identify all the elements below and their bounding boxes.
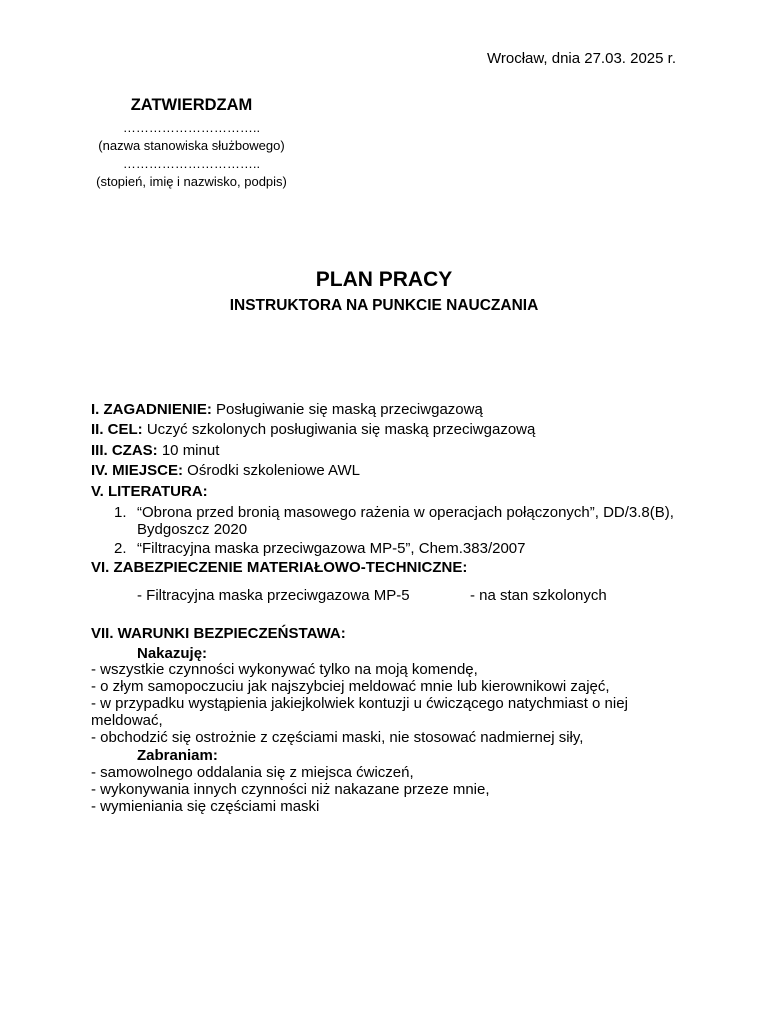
literature-item (91, 505, 691, 538)
section-goal-value: Uczyć szkolonych posługiwania się maską przeciwgazową (142, 421, 536, 439)
section-materials-label: VI. ZABEZPIECZENIE MATERIAŁOWO-TECHNICZNE: (91, 558, 468, 576)
approval-heading: ZATWIERDZAM (130, 96, 253, 114)
approval-block (94, 95, 289, 191)
position-caption: (nazwa stanowiska służbowego) (98, 138, 285, 153)
prohibition-item: - samowolnego oddalania się z miejsca ćwiczeń, (91, 763, 414, 781)
section-time-label: III. CZAS: (91, 441, 158, 459)
section-time-value: 10 minut (157, 441, 220, 459)
section-goal (91, 420, 691, 440)
section-place (91, 461, 691, 481)
prohibition-item: - wykonywania innych czynności niż nakazane przeze mnie, (91, 780, 490, 798)
document-title (0, 266, 768, 317)
literature-item-number: 2. (114, 540, 127, 558)
position-dotted-line: ………………………….. (122, 120, 261, 135)
prohibition-item: - wymieniania się częściami maski (91, 797, 320, 815)
literature-item-text: “Obrona przed bronią masowego rażenia w operacjach połączonych”, DD/3.8(B), Bydgoszcz 2020 (137, 504, 674, 538)
signature-caption: (stopień, imię i nazwisko, podpis) (96, 174, 287, 189)
section-place-value: Ośrodki szkoleniowe AWL (182, 462, 360, 480)
title-main: PLAN PRACY (315, 268, 453, 291)
prohibitions-heading: Zabraniam: (137, 747, 218, 765)
place-date: Wrocław, dnia 27.03. 2025 r. (486, 50, 676, 67)
materials-allocation: - na stan szkolonych (470, 586, 607, 604)
title-sub: INSTRUKTORA NA PUNKCIE NAUCZANIA (229, 297, 539, 314)
materials-row (91, 582, 691, 604)
order-item: - w przypadku wystąpienia jakiejkolwiek kontuzji u ćwiczącego natychmiast o niej meldować, (91, 695, 628, 729)
order-item: - obchodzić się ostrożnie z częściami maski, nie stosować nadmiernej siły, (91, 728, 584, 746)
order-item: - wszystkie czynności wykonywać tylko na moją komendę, (91, 661, 478, 679)
section-issue (91, 400, 691, 420)
section-goal-label: II. CEL: (91, 421, 143, 439)
section-literature-label: V. LITERATURA: (91, 482, 208, 500)
literature-item-text: “Filtracyjna maska przeciwgazowa MP-5”, Chem.383/2007 (137, 540, 526, 558)
plan-sections (91, 400, 691, 815)
materials-item: - Filtracyjna maska przeciwgazowa MP-5 (137, 586, 410, 604)
section-safety-label: VII. WARUNKI BEZPIECZEŃSTAWA: (91, 624, 346, 642)
section-time (91, 441, 691, 461)
order-item: - o złym samopoczuciu jak najszybciej meldować mnie lub kierownikowi zajęć, (91, 678, 610, 696)
literature-list (91, 505, 691, 558)
signature-dotted-line: ………………………….. (122, 156, 261, 171)
section-issue-label: I. ZAGADNIENIE: (91, 401, 212, 418)
section-issue-value: Posługiwanie się maską przeciwgazową (211, 401, 483, 418)
literature-item-number: 1. (114, 504, 127, 522)
section-place-label: IV. MIEJSCE: (91, 462, 183, 480)
literature-item (91, 541, 691, 558)
orders-heading: Nakazuję: (137, 644, 208, 662)
